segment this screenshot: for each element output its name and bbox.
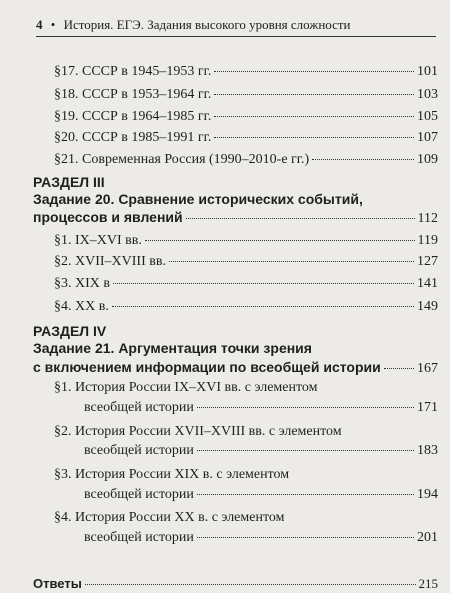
toc-entry xyxy=(54,276,438,292)
toc-entry xyxy=(54,130,438,146)
task-21-title-line2: с включением информации по всеобщей истории xyxy=(33,358,381,375)
toc-entry xyxy=(84,487,438,503)
toc-entry-label: §20. СССР в 1985–1991 гг. xyxy=(54,130,212,146)
task-20-title-line2: процессов и явлений xyxy=(33,209,183,226)
dot-leader xyxy=(85,584,416,585)
toc-entry xyxy=(54,152,438,168)
toc-entry-page: 201 xyxy=(417,529,438,545)
toc-entry-page: 149 xyxy=(417,298,438,314)
toc-entry-label-cont: всеобщей истории xyxy=(84,443,194,459)
dot-leader xyxy=(214,71,414,72)
task-20-title-line1: Задание 20. Сравнение исторических событий, xyxy=(33,191,363,208)
running-title: История. ЕГЭ. Задания высокого уровня сложности xyxy=(63,17,351,32)
task-21-entry xyxy=(33,359,438,377)
toc-entry xyxy=(54,254,438,270)
dot-leader xyxy=(214,137,414,138)
toc-entry-page: 215 xyxy=(418,576,438,591)
toc-entry-label: §19. СССР в 1964–1985 гг. xyxy=(54,108,212,124)
toc-entry-page: 105 xyxy=(417,108,438,124)
dot-leader xyxy=(113,283,414,284)
toc-entry xyxy=(84,530,438,546)
toc-entry xyxy=(54,299,438,315)
toc-entry xyxy=(84,443,438,459)
toc-entry-label: §18. СССР в 1953–1964 гг. xyxy=(54,87,212,102)
bullet-separator: • xyxy=(50,17,56,32)
dot-leader xyxy=(186,218,415,219)
toc-entry-label-cont: всеобщей истории xyxy=(84,400,194,416)
toc-entry-label: §1. IX–XVI вв. xyxy=(54,232,142,248)
dot-leader xyxy=(145,240,415,241)
answers-label: Ответы xyxy=(33,576,82,591)
dot-leader xyxy=(197,450,414,451)
running-header xyxy=(36,14,436,37)
section-3-title: РАЗДЕЛ III xyxy=(33,174,105,191)
toc-entry-page: 127 xyxy=(417,254,438,270)
dot-leader xyxy=(197,407,414,408)
toc-entry-label: §4. XX в. xyxy=(54,298,109,314)
section-4-title: РАЗДЕЛ IV xyxy=(33,322,107,339)
toc-entry-label: §3. История России XIX в. с элементом xyxy=(54,466,290,482)
toc-entry xyxy=(54,109,438,125)
toc-entry-page: 171 xyxy=(417,400,438,416)
dot-leader xyxy=(112,306,414,307)
task-20-entry xyxy=(33,209,438,227)
toc-entry xyxy=(54,233,438,249)
toc-entry-page: 107 xyxy=(417,130,438,146)
toc-entry-page: 101 xyxy=(417,64,438,80)
page-number: 4 xyxy=(36,17,43,32)
toc-entry-label: §17. СССР в 1945–1953 гг. xyxy=(54,64,212,80)
dot-leader xyxy=(312,159,414,160)
toc-entry-page: 183 xyxy=(417,443,438,459)
toc-entry-page: 194 xyxy=(417,486,438,502)
answers-entry xyxy=(33,576,438,592)
dot-leader xyxy=(197,494,414,495)
toc-entry xyxy=(54,87,438,103)
toc-entry xyxy=(54,64,438,80)
toc-entry-page: 112 xyxy=(417,211,438,227)
toc-entry-label: §3. XIX в xyxy=(54,275,110,291)
dot-leader xyxy=(214,116,414,117)
dot-leader xyxy=(197,537,414,538)
toc-entry-label-cont: всеобщей истории xyxy=(84,529,194,545)
toc-entry-label: §2. История России XVII–XVIII вв. с элементом xyxy=(54,423,342,439)
toc-entry-label: §2. XVII–XVIII вв. xyxy=(54,254,166,270)
dot-leader xyxy=(384,368,414,369)
dot-leader xyxy=(214,94,414,95)
toc-entry-page: 167 xyxy=(417,360,438,376)
toc-entry xyxy=(84,400,438,416)
toc-entry-page: 109 xyxy=(417,151,438,167)
toc-entry-label: §4. История России XX в. с элементом xyxy=(54,510,285,525)
task-21-title-line1: Задание 21. Аргументация точки зрения xyxy=(33,339,312,356)
toc-entry-label: §1. История России IX–XVI вв. с элементом xyxy=(54,380,318,396)
toc-entry-page: 141 xyxy=(417,275,438,291)
toc-entry-page: 119 xyxy=(417,232,438,248)
toc-entry-label-cont: всеобщей истории xyxy=(84,486,194,502)
toc-entry-label: §21. Современная Россия (1990–2010-е гг.) xyxy=(54,151,310,167)
toc-entry-page: 103 xyxy=(417,87,438,102)
dot-leader xyxy=(169,261,414,262)
